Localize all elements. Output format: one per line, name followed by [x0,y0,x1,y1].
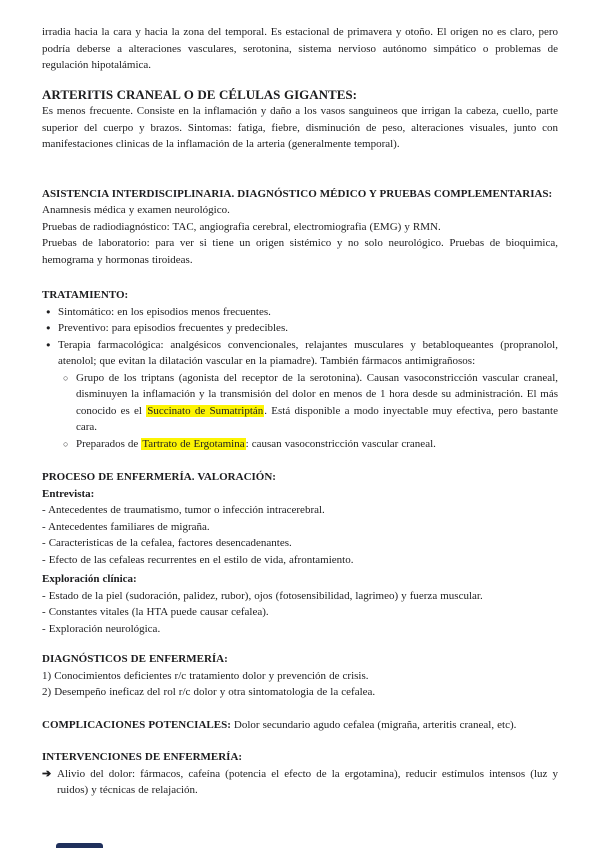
asistencia-line: Pruebas de laboratorio: para ver si tiene un origen sistémico y no solo neurológico. Pruebas de bioquimica, hemograma y hormonas tiroideas. [42,237,558,266]
arrow-icon: ➔ [42,767,52,780]
entrevista-label: Entrevista: [42,487,95,500]
complicaciones-line [42,717,558,734]
exploracion-item: - Constantes vitales (la HTA puede causar cefalea). [42,606,269,618]
sub-list-item [42,370,558,436]
diagnostico-item: 2) Desempeño ineficaz del rol r/c dolor y otra sintomatologia de la cefalea. [42,686,376,698]
exploracion-item: - Exploración neurológica. [42,622,161,635]
entrevista-item: - Caracteristicas de la cefalea, factores desencadenantes. [42,537,292,549]
proceso-heading: PROCESO DE ENFERMERÍA. VALORACIÓN: [42,471,276,483]
exploracion-item: - Estado de la piel (sudoración, palidez, rubor), ojos (fotosensibilidad, lagrimeo) y fuerza muscular. [42,589,483,602]
list-item-text: Terapia farmacológica: analgésicos convencionales, relajantes musculares y betabloqueantes (propranolol, atenolol; que evitan la dilatación vascular en la piamadre). También fármacos antimigrañosos: [58,338,558,367]
complicaciones-text: Dolor secundario agudo cefalea (migraña, arteritis craneal, etc). [230,718,517,731]
intervenciones-heading: INTERVENCIONES DE ENFERMERÍA: [42,751,243,763]
text-segment: : causan vasoconstricción vascular craneal. [245,437,436,450]
sub-list-item-text [76,436,558,453]
list-item [42,320,558,337]
intro-paragraph: irradia hacia la cara y hacia la zona del temporal. Es estacional de primavera y otoño. El origen no es claro, pero podría deberse a alteraciones vasculares, serotonina, sistema nervioso autónomo simpático o problemas de regulación hipotalámica. [42,26,558,71]
bullet-icon: ● [46,339,51,349]
list-item-text: Preventivo: para episodios frecuentes y predecibles. [58,322,288,334]
asistencia-line: Anamnesis médica y examen neurológico. [42,204,230,216]
intervencion-text: Alivio del dolor: fármacos, cafeína (potencia el efecto de la ergotamina), reducir estímulos intensos (luz y ruidos) y técnicas de relajación. [57,767,558,796]
diagnosticos-heading: DIAGNÓSTICOS DE ENFERMERÍA: [42,653,228,665]
entrevista-item: - Antecedentes de traumatismo, tumor o infección intracerebral. [42,504,325,516]
asistencia-heading: ASISTENCIA INTERDISCIPLINARIA. DIAGNÓSTICO MÉDICO Y PRUEBAS COMPLEMENTARIAS: [42,187,553,200]
list-item-text: Sintomático: en los episodios menos frecuentes. [58,305,271,318]
diagnostico-item: 1) Conocimientos deficientes r/c tratamiento dolor y prevención de crisis. [42,669,369,682]
list-item [42,304,558,321]
arteritis-heading: ARTERITIS CRANEAL O DE CÉLULAS GIGANTES: [42,86,357,102]
sub-list-item-text [76,370,558,436]
asistencia-line: Pruebas de radiodiagnóstico: TAC, angiografia cerebral, electromiografia (EMG) y RMN. [42,220,441,233]
entrevista-item: - Efecto de las cefaleas recurrentes en el estilo de vida, afrontamiento. [42,553,354,566]
highlight-ergotamina: Tartrato de Ergotamina [142,437,245,450]
list-item [42,337,558,370]
partial-next-page-element [56,843,103,848]
circle-bullet-icon: ○ [63,372,69,383]
bullet-icon: ● [46,323,51,332]
circle-bullet-icon: ○ [63,438,69,449]
arteritis-body: Es menos frecuente. Consiste en la inflamación y daño a los vasos sanguineos que irrigan la cabeza, cuello, parte superior del cuerpo y brazos. Sintomas: fatiga, fiebre, disminución de peso, alteraciones visuales, junto con manifestaciones clinicas de la inflamación de la arteria (generalmente temporal). [42,105,558,150]
entrevista-item: - Antecedentes familiares de migraña. [42,520,210,533]
exploracion-label: Exploración clínica: [42,573,137,585]
complicaciones-label: COMPLICACIONES POTENCIALES: [42,718,231,731]
tratamiento-heading: TRATAMIENTO: [42,289,129,301]
sub-list-item [42,436,558,453]
bullet-icon: ● [46,306,51,316]
text-segment: Preparados de [76,437,142,450]
intervencion-item [42,766,558,799]
text-segment: Grupo de los triptans (agonista del receptor de la serotonina). Causan vasoconstricción vascular craneal, disminuyen la inflamación y la transmisión del dolor en menos de 1 hora desde su administración. El más conocido es el [76,371,558,417]
highlight-sumatriptan: Succinato de Sumatriptán [147,404,264,417]
text-segment: . Está disponible a modo inyectable muy efectiva, pero bastante cara. [76,404,558,433]
